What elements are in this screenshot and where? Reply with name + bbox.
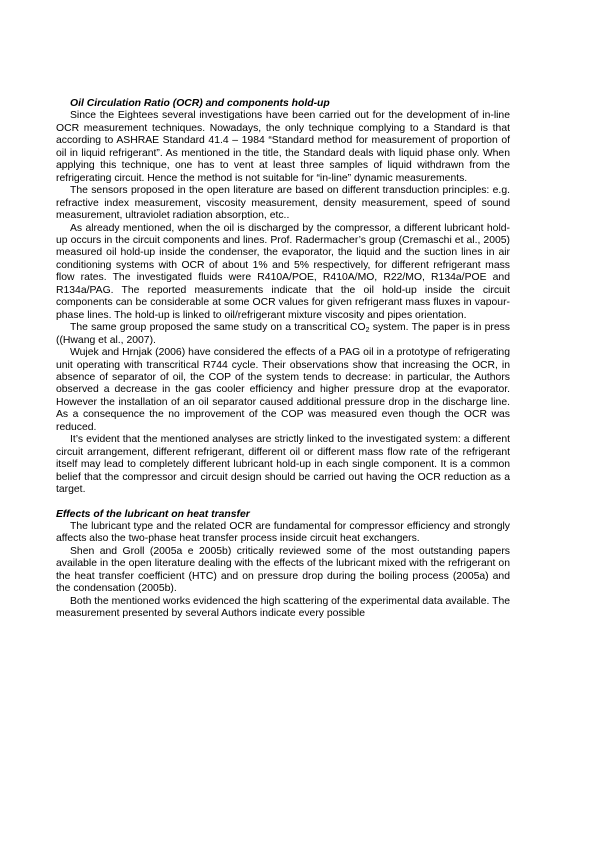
paragraph: As already mentioned, when the oil is discharged by the compressor, a different lubricant hold-up occurs in the circuit components and lines. Prof. Radermacher’s group (Cremaschi et al., 2005) measured oil hold-up inside the condenser, the evaporator, the liquid and the suction lines in air conditioning systems with OCR of about 1% and 5% respectively, for different refrigerant mass flow rates. The investigated fluids were R410A/POE, R410A/MO, R22/MO, R134a/POE and R134a/PAG. The reported measurements indicate that the oil hold-up inside the circuit components can be considerable at some OCR values for given refrigerant mass fluxes in vapour-phase lines. The hold-up is linked to oil/refrigerant mixture viscosity and pipes orientation.	[56, 222, 510, 321]
paragraph-co2	[56, 322, 510, 347]
paragraph: The lubricant type and the related OCR are fundamental for compressor efficiency and strongly affects also the two-phase heat transfer process inside circuit heat exchangers.	[56, 520, 510, 545]
section-heading-lubricant: Effects of the lubricant on heat transfer	[56, 508, 250, 520]
co2-text-after: system. The paper is in press ((Hwang et al., 2007).	[56, 322, 510, 346]
paragraph: It’s evident that the mentioned analyses are strictly linked to the investigated system: a different circuit arrangement, different refrigerant, different oil or different mass flow rate of the refrigerant itself may lead to completely different lubricant hold-up in each single component. It is a common belief that the compressor and circuit design should be carried out having the OCR reduction as a target.	[56, 434, 510, 496]
co2-subscript: 2	[365, 327, 370, 335]
paragraph: Both the mentioned works evidenced the high scattering of the experimental data available. The measurement presented by several Authors indicate every possible	[56, 595, 510, 620]
page-body	[56, 98, 510, 621]
paragraph: Wujek and Hrnjak (2006) have considered the effects of a PAG oil in a prototype of refrigerating unit operating with transcritical R744 cycle. Their observations show that increasing the OCR, in absence of separator of oil, the COP of the system tends to decrease: in particular, the Authors observed a decrease in the gas cooler efficiency and higher pressure drop at the evaporator. However the installation of an oil separator caused additional pressure drop in the discharge line. As a consequence the no improvement of the COP was measured even though the OCR was reduced.	[56, 347, 510, 433]
paragraph: The sensors proposed in the open literature are based on different transduction principles: e.g. refractive index measurement, viscosity measurement, density measurement, speed of sound measurement, ultraviolet radiation absorption, etc..	[56, 185, 510, 222]
paragraph: Shen and Groll (2005a e 2005b) critically reviewed some of the most outstanding papers available in the open literature dealing with the effects of the lubricant mixed with the refrigerant on the heat transfer coefficient (HTC) and on pressure drop during the boiling process (2005a) and the condensation (2005b).	[56, 545, 510, 595]
co2-text-before: The same group proposed the same study on a transcritical CO	[70, 322, 366, 334]
paragraph: Since the Eightees several investigations have been carried out for the development of in-line OCR measurement techniques. Nowadays, the only technique complying to a Standard is that according to ASHRAE Standard 41.4 – 1984 “Standard method for measurement of proportion of oil in liquid refrigerant”. As mentioned in the title, the Standard deals with liquid phase only. When applying this technique, one has to vent at least three samples of liquid withdrawn from the refrigerating circuit. Hence the method is not suitable for “in-line” dynamic measurements.	[56, 110, 510, 184]
section-heading-ocr: Oil Circulation Ratio (OCR) and components hold-up	[70, 98, 330, 109]
